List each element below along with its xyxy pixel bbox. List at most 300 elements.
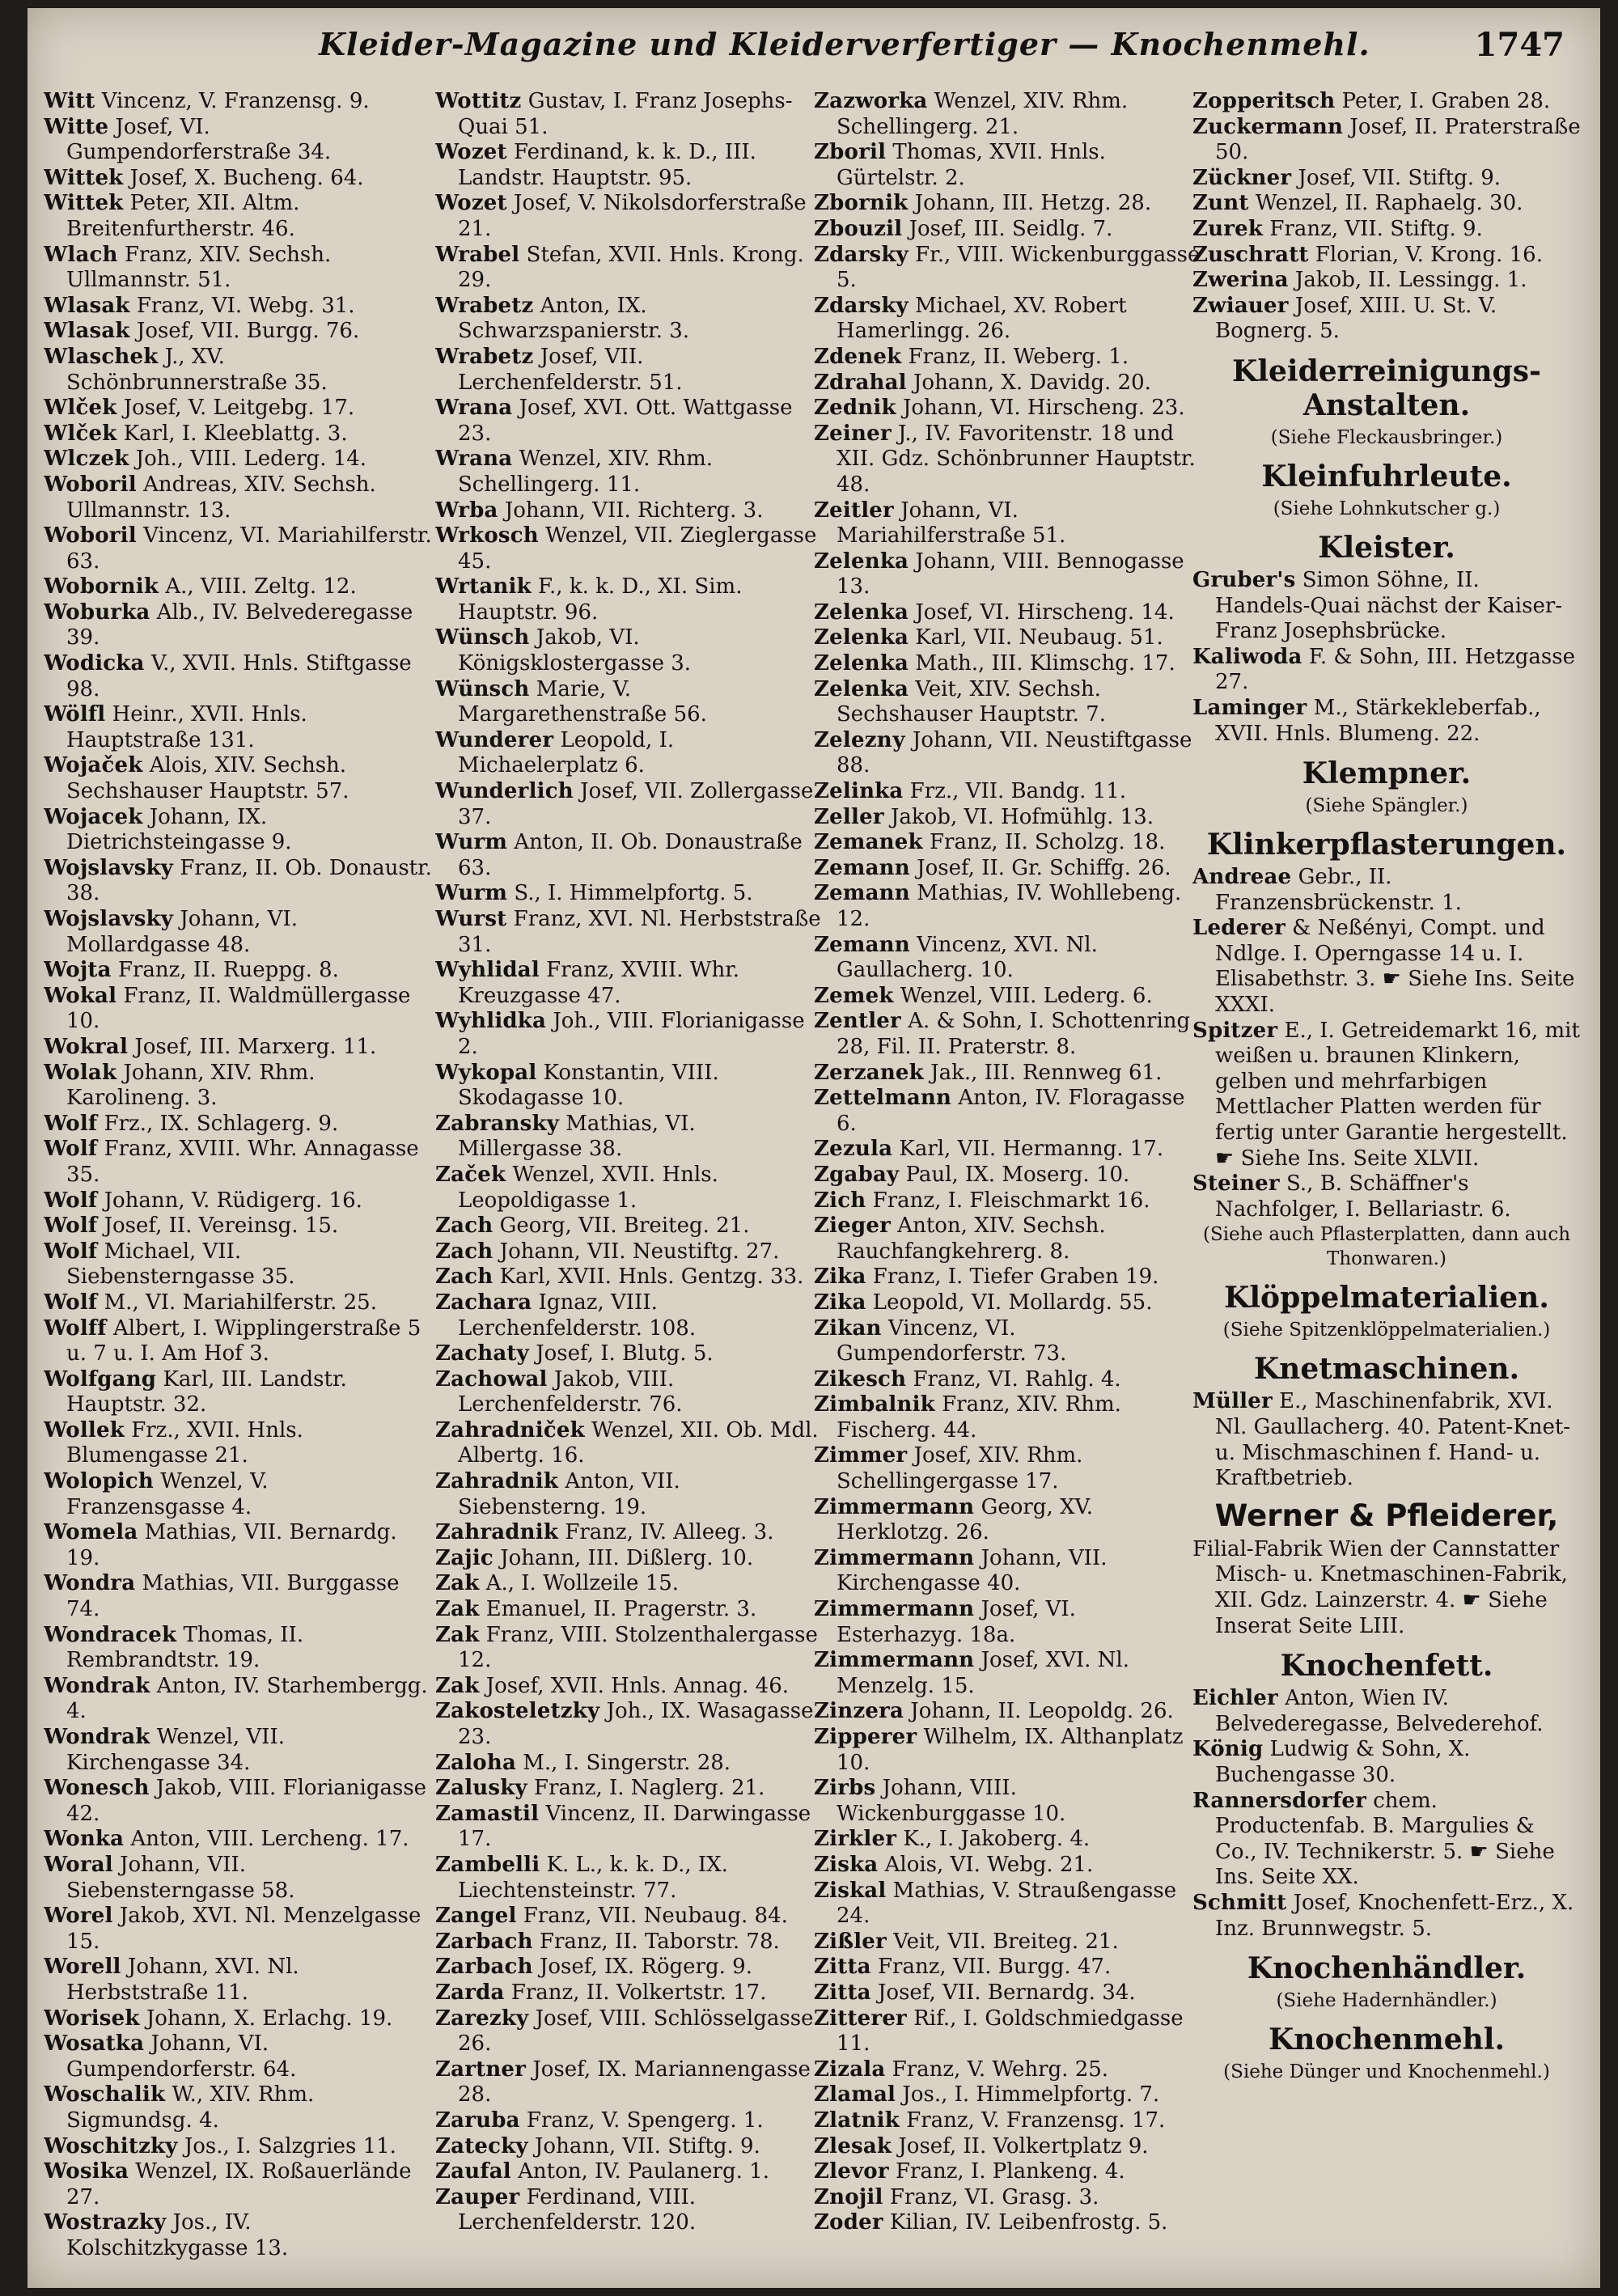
see-reference: (Siehe Spängler.) xyxy=(1305,795,1468,817)
entry-name: Zoder xyxy=(814,2210,883,2235)
entry-details: F., k. k. D., XI. Sim. Hauptstr. 96. xyxy=(458,574,743,625)
entry-name: Wolf xyxy=(44,1214,98,1239)
entry-details: Josef, III. Seidlg. 7. xyxy=(909,216,1113,241)
directory-entry xyxy=(814,984,1202,1010)
directory-entry xyxy=(44,2006,432,2032)
entry-name: Wollek xyxy=(44,1417,125,1442)
directory-entry xyxy=(44,1725,432,1776)
entry-name: Zeiner xyxy=(814,421,892,446)
directory-entry xyxy=(44,523,432,574)
directory-entry xyxy=(44,447,432,472)
directory-entry xyxy=(435,1341,824,1367)
entry-details: Gustav, I. Franz Josephs-Quai 51. xyxy=(458,89,793,139)
entry-name: Zdarsky xyxy=(814,293,909,318)
entry-name: Wolopich xyxy=(44,1469,155,1494)
entry-details: Anton, VII. Siebensterng. 19. xyxy=(458,1469,680,1519)
entry-details: M., VI. Mariahilferstr. 25. xyxy=(104,1290,377,1315)
directory-entry xyxy=(44,1188,432,1214)
entry-name: Zak xyxy=(435,1673,480,1698)
entry-name: Zinzera xyxy=(814,1699,904,1724)
directory-entry xyxy=(44,1776,432,1827)
directory-entry xyxy=(44,702,432,753)
directory-entry xyxy=(814,779,1202,805)
entry-details: Wenzel, XII. Ob. Mdl. Albertg. 16. xyxy=(458,1417,819,1468)
entry-name: Wlček xyxy=(44,396,117,421)
entry-details: J., XV. Schönbrunnerstraße 35. xyxy=(66,344,328,395)
directory-entry xyxy=(435,1955,824,1980)
directory-entry xyxy=(814,1546,1202,1597)
directory-entry xyxy=(1192,865,1581,916)
entry-name: Wojslavsky xyxy=(44,907,174,931)
column-4 xyxy=(1192,89,1581,2089)
entry-name: Zeitler xyxy=(814,498,894,523)
entry-details: Alois, XIV. Sechsh. Sechshauser Hauptstr. 57. xyxy=(66,753,349,804)
entry-details: Franz, II. Taborstr. 78. xyxy=(539,1929,780,1954)
entry-name: Zentler xyxy=(814,1009,901,1034)
directory-entry xyxy=(814,1290,1202,1316)
entry-name: Eichler xyxy=(1192,1686,1278,1711)
entry-name: Zangel xyxy=(435,1904,517,1929)
entry-details: Peter, XII. Altm. Breitenfurtherstr. 46. xyxy=(66,191,300,241)
directory-entry xyxy=(44,1674,432,1725)
entry-details: Johann, VII. Stiftg. 9. xyxy=(535,2133,760,2158)
entry-name: Zemann xyxy=(814,855,910,880)
entry-details: Alb., IV. Belvederegasse 39. xyxy=(66,599,413,650)
entry-details: Heinr., XVII. Hnls. Hauptstraße 131. xyxy=(66,702,307,752)
entry-details: Josef, XVI. Nl. Menzelg. 15. xyxy=(837,1648,1130,1698)
see-reference: (Siehe Hadernhändler.) xyxy=(1276,1990,1497,2012)
entry-name: Zlevor xyxy=(814,2159,889,2184)
entry-name: Zurek xyxy=(1192,216,1264,241)
entry-name: Zalusky xyxy=(435,1776,527,1801)
directory-entry xyxy=(814,1930,1202,1955)
entry-name: Wrabetz xyxy=(435,293,534,318)
directory-entry xyxy=(1192,1686,1581,1737)
entry-details: Josef, II. Vereinsg. 15. xyxy=(104,1214,339,1239)
directory-entry xyxy=(435,728,824,779)
directory-entry xyxy=(435,1980,824,2006)
directory-entry xyxy=(435,1853,824,1904)
directory-entry xyxy=(44,2159,432,2210)
directory-entry xyxy=(435,1163,824,1214)
directory-entry xyxy=(435,1802,824,1853)
entry-name: Wlasak xyxy=(44,293,130,318)
entry-name: Lederer xyxy=(1192,916,1286,941)
entry-name: Zimbalnik xyxy=(814,1392,935,1417)
entry-name: Woboril xyxy=(44,523,137,549)
directory-entry xyxy=(44,1827,432,1853)
entry-details: Johann, VII. Neustiftg. 27. xyxy=(499,1239,780,1264)
entries-knet xyxy=(1192,1389,1581,1491)
entry-details: Josef, I. Blutg. 5. xyxy=(536,1341,714,1366)
directory-entry xyxy=(44,958,432,984)
entry-details: Konstantin, VIII. Skodagasse 10. xyxy=(458,1060,719,1111)
entry-name: Zimmermann xyxy=(814,1597,975,1622)
entry-details: Johann, VI. Gumpendorferstr. 64. xyxy=(66,2031,297,2082)
entry-details: Georg, XV. Herklotzg. 26. xyxy=(837,1494,1093,1545)
entries-kleiderverfertiger-end xyxy=(1192,89,1581,345)
entry-details: Johann, II. Leopoldg. 26. xyxy=(910,1699,1174,1724)
entry-details: Karl, III. Landstr. Hauptstr. 32. xyxy=(66,1366,347,1417)
directory-entry xyxy=(435,140,824,191)
directory-entry xyxy=(435,1367,824,1418)
entry-name: Womela xyxy=(44,1520,138,1545)
directory-entry xyxy=(814,1443,1202,1494)
entry-name: Wurm xyxy=(435,830,508,855)
entry-details: M., I. Singerstr. 28. xyxy=(523,1750,731,1775)
entry-details: Vincenz, VI. Mariahilferstr. 63. xyxy=(66,523,432,574)
entry-name: Zemek xyxy=(814,983,894,1008)
entry-details: Josef, VI. Gumpendorferstraße 34. xyxy=(66,114,332,165)
entry-details: A. & Sohn, I. Schottenring 28, Fil. II. Praterstr. 8. xyxy=(837,1009,1191,1059)
section-title-klempner: Klempner. xyxy=(1302,756,1472,791)
directory-entry xyxy=(435,1546,824,1572)
entry-name: Worell xyxy=(44,1955,121,1980)
directory-entry xyxy=(1192,568,1581,645)
see-reference: (Siehe Fleckausbringer.) xyxy=(1270,426,1503,448)
entry-name: Zitterer xyxy=(814,2006,907,2031)
entry-details: Ferdinand, VIII. Lerchenfelderstr. 120. xyxy=(458,2184,697,2235)
entry-details: Leopold, VI. Mollardg. 55. xyxy=(872,1290,1153,1315)
entry-details: Johann, VI. Mollardgasse 48. xyxy=(66,907,298,957)
entry-name: Zaruba xyxy=(435,2107,520,2133)
entry-details: Franz, XVI. Nl. Herbststraße 31. xyxy=(458,907,821,957)
entry-name: Zuckermann xyxy=(1192,114,1344,139)
directory-entry xyxy=(814,1879,1202,1930)
entry-name: Zahradnik xyxy=(435,1469,559,1494)
directory-entry xyxy=(44,1418,432,1469)
entry-name: Znojil xyxy=(814,2184,883,2209)
entry-name: Zimmermann xyxy=(814,1545,975,1570)
directory-entry xyxy=(814,881,1202,932)
directory-entry xyxy=(814,294,1202,345)
directory-entry xyxy=(435,830,824,881)
entry-details: Vincenz, II. Darwingasse 17. xyxy=(458,1801,811,1852)
directory-entry xyxy=(814,2185,1202,2211)
entry-details: Frz., VII. Bandg. 11. xyxy=(909,779,1127,804)
entry-name: Wlasak xyxy=(44,319,130,344)
entry-details: Josef, II. Gr. Schiffg. 26. xyxy=(917,855,1171,880)
entry-name: Začek xyxy=(435,1162,506,1187)
entry-name: Zich xyxy=(814,1188,866,1213)
directory-entry xyxy=(814,217,1202,243)
entry-name: Wittek xyxy=(44,191,124,216)
entry-details: Johann, VII. Siebensterngasse 58. xyxy=(66,1852,295,1903)
entry-name: Zbornik xyxy=(814,191,909,216)
entry-details: Kilian, IV. Leibenfrostg. 5. xyxy=(890,2210,1168,2235)
entry-details: Joh., IX. Wasagasse 23. xyxy=(458,1699,814,1749)
directory-entry xyxy=(814,191,1202,217)
entry-details: Johann, XVI. Nl. Herbststraße 11. xyxy=(66,1955,299,2005)
entry-details: Josef, XIV. Rhm. Schellingergasse 17. xyxy=(837,1443,1083,1494)
directory-entry xyxy=(44,600,432,651)
entry-details: Anton, IV. Paulanerg. 1. xyxy=(518,2159,769,2184)
entry-details: Wenzel, XVII. Hnls. Leopoldigasse 1. xyxy=(458,1162,718,1213)
directory-entry xyxy=(814,1137,1202,1163)
entry-name: Zirkler xyxy=(814,1827,897,1852)
directory-entry xyxy=(814,421,1202,498)
directory-entry xyxy=(814,140,1202,191)
directory-entry xyxy=(44,907,432,958)
entry-details: Paul, IX. Moserg. 10. xyxy=(905,1162,1130,1187)
section-title-kleister: Kleister. xyxy=(1318,530,1455,565)
directory-entry xyxy=(814,1725,1202,1776)
directory-entry xyxy=(435,1520,824,1546)
entry-name: Zeleznу xyxy=(814,727,906,752)
entry-name: Zlamal xyxy=(814,2082,896,2107)
entry-name: Zahradnik xyxy=(435,1520,559,1545)
directory-entry xyxy=(814,856,1202,882)
directory-entry xyxy=(44,243,432,294)
entry-details: Franz, II. Scholzg. 18. xyxy=(930,830,1166,855)
entry-details: Albert, I. Wipplingerstraße 5 u. 7 u. I. Am Hof 3. xyxy=(66,1315,421,1366)
directory-entry xyxy=(435,396,824,447)
entry-name: Zückner xyxy=(1192,165,1292,190)
entry-name: Zaufal xyxy=(435,2159,511,2184)
entry-name: Wondrak xyxy=(44,1673,150,1698)
entry-details: Mathias, VI. Millergasse 38. xyxy=(458,1111,696,1162)
entry-details: Jakob, VI. Königsklostergasse 3. xyxy=(458,625,692,676)
directory-entry xyxy=(44,421,432,447)
entry-name: Wunderer xyxy=(435,727,554,752)
directory-entry xyxy=(435,1776,824,1802)
directory-entry xyxy=(814,1495,1202,1546)
column-1 xyxy=(44,89,432,2261)
entry-name: Zettelmann xyxy=(814,1086,952,1111)
entry-name: Zikan xyxy=(814,1315,882,1341)
directory-entry xyxy=(1192,1389,1581,1491)
entry-name: Zunt xyxy=(1192,191,1249,216)
entry-details: Vincenz, V. Franzensg. 9. xyxy=(101,89,370,113)
directory-entry xyxy=(814,1597,1202,1648)
entry-name: Zarbach xyxy=(435,1929,533,1954)
entry-details: Johann, VII. Richterg. 3. xyxy=(504,498,764,523)
section-title-klinker: Klinkerpflasterungen. xyxy=(1206,828,1567,862)
entry-name: Zelenka xyxy=(814,651,909,676)
entry-details: Johann, III. Hetzg. 28. xyxy=(914,191,1152,216)
entry-details: K., I. Jakoberg. 4. xyxy=(903,1827,1091,1852)
entry-details: Franz, VI. Rahlg. 4. xyxy=(913,1366,1121,1392)
entry-details: Johann, IX. Dietrichsteingasse 9. xyxy=(66,804,292,855)
directory-entry xyxy=(814,498,1202,549)
section-title-knetmaschinen: Knetmaschinen. xyxy=(1253,1352,1520,1387)
entry-name: Zajic xyxy=(435,1545,493,1570)
entry-details: Jak., III. Rennweg 61. xyxy=(930,1060,1163,1085)
entry-details: Josef, Knochenfett-Erz., X. Inz. Brunnwegstr. 5. xyxy=(1215,1890,1574,1941)
entry-details: Veit, XIV. Sechsh. Sechshauser Hauptstr. 7. xyxy=(837,676,1106,727)
directory-entry xyxy=(435,1061,824,1112)
entry-name: Worel xyxy=(44,1904,113,1929)
entry-details: & Neßényi, Compt. und Ndlge. I. Operngasse 14 u. I. Elisabethstr. 3. ☛ Siehe Ins. Seite XXXI. xyxy=(1215,916,1575,1018)
entry-details: Johann, X. Davidg. 20. xyxy=(913,370,1151,395)
directory-entry xyxy=(44,1520,432,1571)
entry-details: Thomas, XVII. Hnls. Gürtelstr. 2. xyxy=(837,140,1106,190)
directory-entry xyxy=(44,1571,432,1622)
entry-details: Vincenz, VI. Gumpendorferstr. 73. xyxy=(837,1315,1067,1366)
entry-details: Franz, I. Plankeng. 4. xyxy=(896,2159,1125,2184)
directory-entry xyxy=(435,1264,824,1290)
directory-entry xyxy=(1192,1171,1581,1222)
entry-name: Wottitz xyxy=(435,89,522,113)
page-header xyxy=(28,8,1600,73)
directory-entry xyxy=(44,1035,432,1061)
entry-name: Wobornik xyxy=(44,574,159,599)
entry-name: Zazworka xyxy=(814,89,928,113)
directory-entry xyxy=(44,1853,432,1904)
directory-entry xyxy=(814,1392,1202,1443)
entry-details: Franz, VII. Stiftg. 9. xyxy=(1269,216,1483,241)
entry-details: Johann, XIV. Rhm. Karolineng. 3. xyxy=(66,1060,316,1111)
entry-name: Zelenka xyxy=(814,549,909,574)
directory-entry xyxy=(435,1930,824,1955)
entry-name: Wrabetz xyxy=(435,344,534,369)
entry-details: Anton, II. Ob. Donaustraße 63. xyxy=(458,830,803,880)
directory-entry xyxy=(435,1418,824,1469)
entry-details: Michael, VII. Siebensterngasse 35. xyxy=(66,1239,295,1290)
directory-entry xyxy=(44,1316,432,1367)
entry-details: Emanuel, II. Pragerstr. 3. xyxy=(485,1597,757,1622)
entry-name: Zdrahal xyxy=(814,370,907,395)
entry-name: Zarda xyxy=(435,1980,505,2005)
entry-name: Wlach xyxy=(44,242,118,267)
entry-details: Franz, XIV. Rhm. Fischerg. 44. xyxy=(837,1392,1121,1442)
entry-details: Franz, XVIII. Whr. Annagasse 35. xyxy=(66,1137,419,1187)
entry-name: Wolf xyxy=(44,1290,98,1315)
entry-name: Wittek xyxy=(44,165,124,190)
directory-entry xyxy=(814,2006,1202,2057)
entry-name: Wolf xyxy=(44,1137,98,1162)
entries-knochenfett xyxy=(1192,1686,1581,1942)
entry-name: Woral xyxy=(44,1852,113,1877)
directory-entry xyxy=(814,805,1202,831)
entry-details: Thomas, II. Rembrandtstr. 19. xyxy=(66,1622,304,1673)
entry-name: Zemanek xyxy=(814,830,923,855)
entry-details: Johann, V. Rüdigerg. 16. xyxy=(104,1188,362,1213)
entry-name: Zabransky xyxy=(435,1111,560,1136)
entry-details: Anton, IX. Schwarzspanierstr. 3. xyxy=(458,293,690,344)
entry-details: Franz, II. Ob. Donaustr. 38. xyxy=(66,855,432,906)
entry-details: Josef, VII. Lerchenfelderstr. 51. xyxy=(458,344,683,395)
directory-entry xyxy=(44,1061,432,1112)
entry-details: Vincenz, XVI. Nl. Gaullacherg. 10. xyxy=(837,932,1098,983)
entry-name: Zach xyxy=(435,1214,493,1239)
directory-entry xyxy=(814,2159,1202,2185)
entry-name: Zelenka xyxy=(814,625,909,650)
entry-name: Zak xyxy=(435,1597,480,1622)
entry-name: Zieger xyxy=(814,1214,892,1239)
directory-entry xyxy=(814,1061,1202,1087)
directory-entry xyxy=(814,1980,1202,2006)
entry-details: Gebr., II. Franzensbrückenstr. 1. xyxy=(1215,865,1462,915)
directory-entry xyxy=(44,2210,432,2261)
entries-klinker xyxy=(1192,865,1581,1222)
directory-entry xyxy=(814,625,1202,651)
entry-details: J., IV. Favoritenstr. 18 und XII. Gdz. Schönbrunner Hauptstr. 48. xyxy=(837,421,1196,497)
entry-name: Woschitzky xyxy=(44,2133,178,2158)
entry-name: Wrkosch xyxy=(435,523,539,549)
section-title-knochenfett: Knochenfett. xyxy=(1280,1649,1493,1684)
entry-name: Andreae xyxy=(1192,865,1292,890)
entry-name: Steiner xyxy=(1192,1171,1280,1197)
directory-entry xyxy=(435,191,824,242)
entry-name: Wrana xyxy=(435,447,513,472)
directory-entry xyxy=(44,191,432,242)
entry-details: Florian, V. Krong. 16. xyxy=(1315,242,1543,267)
directory-entry xyxy=(435,2185,824,2236)
entry-name: Zwerina xyxy=(1192,268,1289,293)
entry-name: Zuschratt xyxy=(1192,242,1309,267)
entry-name: Wolff xyxy=(44,1315,107,1341)
entry-name: Kaliwoda xyxy=(1192,644,1302,669)
entry-name: Zimmermann xyxy=(814,1648,975,1673)
see-reference: (Siehe Dünger und Knochenmehl.) xyxy=(1223,2061,1550,2083)
entry-details: Josef, II. Praterstraße 50. xyxy=(1215,114,1581,165)
directory-entry xyxy=(44,651,432,702)
entry-details: Franz, I. Naglerg. 21. xyxy=(534,1776,765,1801)
entry-name: Wrana xyxy=(435,396,513,421)
entry-details: Wenzel, VII. Kirchengasse 34. xyxy=(66,1725,285,1775)
entry-details: Josef, II. Volkertplatz 9. xyxy=(898,2133,1149,2158)
entry-details: Ignaz, VIII. Lerchenfelderstr. 108. xyxy=(458,1290,697,1341)
entry-details: M., Stärkekleberfab., XVII. Hnls. Blumeng. 22. xyxy=(1215,695,1541,746)
see-reference: (Siehe Spitzenklöppelmaterialien.) xyxy=(1222,1320,1551,1341)
entry-details: Mathias, IV. Wohllebeng. 12. xyxy=(837,881,1182,931)
directory-entry xyxy=(435,2006,824,2057)
entry-name: Woschalik xyxy=(44,2082,166,2107)
directory-entry xyxy=(435,89,824,140)
entry-name: Wonka xyxy=(44,1827,125,1852)
directory-entry xyxy=(44,574,432,600)
entry-details: Josef, VII. Bernardg. 34. xyxy=(878,1980,1136,2005)
entry-name: Wojacek xyxy=(44,804,143,829)
entry-details: Mathias, VII. Bernardg. 19. xyxy=(66,1520,397,1570)
entry-name: Schmitt xyxy=(1192,1890,1287,1915)
directory-entry xyxy=(44,856,432,907)
directory-entry xyxy=(44,345,432,396)
entry-details: Karl, VII. Hermanng. 17. xyxy=(899,1137,1164,1162)
directory-entry xyxy=(814,651,1202,677)
entry-details: Jakob, VIII. Lerchenfelderstr. 76. xyxy=(458,1366,683,1417)
entry-details: Franz, VIII. Stolzenthalergasse 12. xyxy=(458,1622,818,1673)
entry-details: V., XVII. Hnls. Stiftgasse 98. xyxy=(66,651,412,701)
directory-entry xyxy=(44,396,432,421)
directory-entry xyxy=(1192,243,1581,269)
entry-details: F. & Sohn, III. Hetzgasse 27. xyxy=(1215,644,1576,695)
entry-details: Michael, XV. Robert Hamerlingg. 26. xyxy=(837,293,1127,344)
directory-entry xyxy=(435,1469,824,1520)
entry-name: Woboril xyxy=(44,472,137,497)
entry-details: Franz, XVIII. Whr. Kreuzgasse 47. xyxy=(458,958,740,1008)
entry-name: Zizala xyxy=(814,2057,886,2082)
entry-details: Math., III. Klimschg. 17. xyxy=(915,651,1175,676)
entry-details: Karl, I. Kleeblattg. 3. xyxy=(123,421,348,446)
directory-entry xyxy=(814,2210,1202,2236)
see-reference: (Siehe Lohnkutscher g.) xyxy=(1273,498,1501,519)
entry-name: Wondracek xyxy=(44,1622,177,1647)
entry-details: Josef, V. Leitgebg. 17. xyxy=(123,396,355,421)
entry-name: Zak xyxy=(435,1622,480,1647)
entry-details: Johann, VIII. Wickenburggasse 10. xyxy=(837,1776,1066,1826)
entry-name: Zachaty xyxy=(435,1341,529,1366)
directory-entry xyxy=(814,728,1202,779)
entry-details: Franz, V. Franzensg. 17. xyxy=(906,2107,1166,2133)
directory-entry xyxy=(1192,916,1581,1018)
entry-details: Franz, I. Tiefer Graben 19. xyxy=(872,1264,1159,1290)
entry-name: Ziskal xyxy=(814,1878,887,1903)
directory-entry xyxy=(435,2159,824,2185)
directory-entry xyxy=(44,1367,432,1418)
entry-name: Zach xyxy=(435,1264,493,1290)
